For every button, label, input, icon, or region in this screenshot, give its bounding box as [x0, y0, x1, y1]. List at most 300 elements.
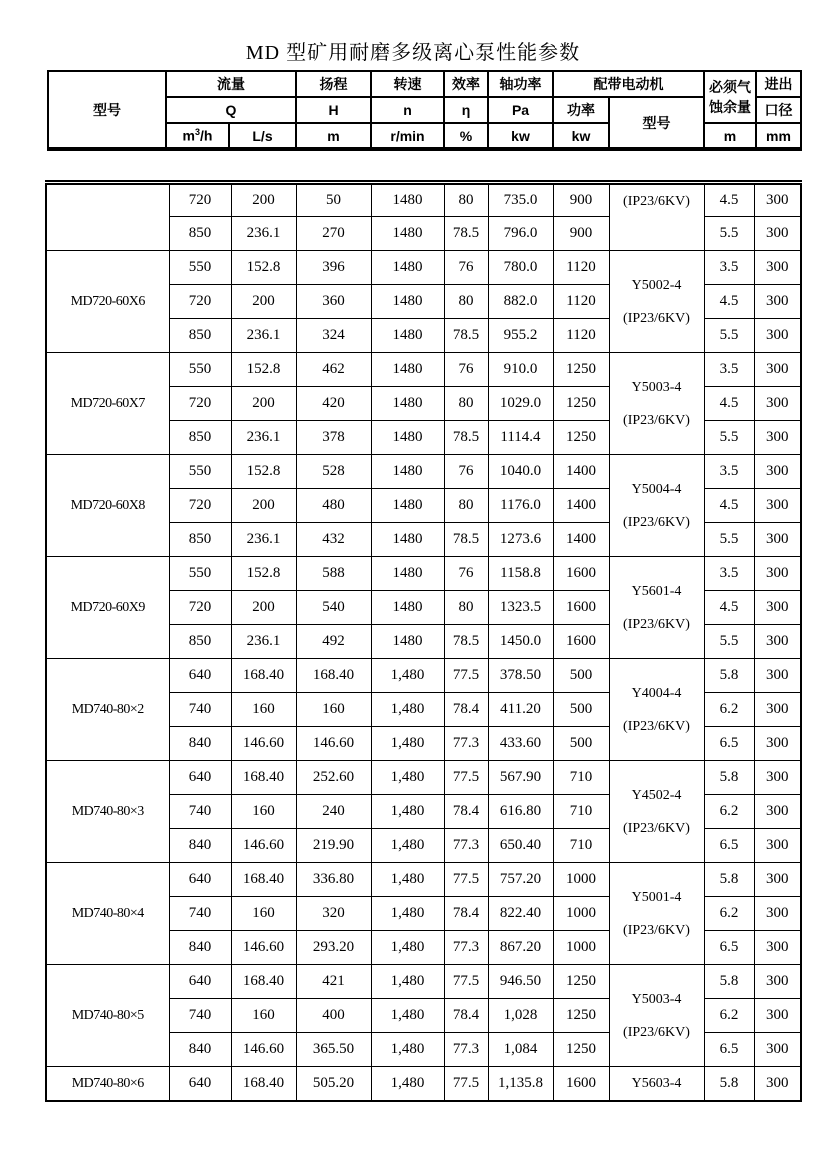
flow-ls-cell: 200: [231, 285, 296, 319]
flow-ls-cell: 236.1: [231, 625, 296, 659]
motor-power-cell: 1250: [553, 1033, 609, 1067]
shaft-power-symbol: Pa: [488, 97, 553, 123]
efficiency-cell: 77.5: [444, 863, 488, 897]
shaft-power-cell: 1450.0: [488, 625, 553, 659]
pump-model-cell: MD720-60X8: [46, 455, 169, 557]
port-diameter-cell: 300: [754, 625, 801, 659]
motor-power-cell: 1000: [553, 931, 609, 965]
speed-cell: 1480: [371, 251, 444, 285]
port-diameter-cell: 300: [754, 557, 801, 591]
head-cell: 400: [296, 999, 371, 1033]
motor-model-line: Y4502-4: [631, 787, 682, 803]
port-diameter-cell: 300: [754, 931, 801, 965]
shaft-power-cell: 1029.0: [488, 387, 553, 421]
efficiency-cell: 78.4: [444, 795, 488, 829]
pump-table-body: [46, 183, 801, 1102]
flow-ls-cell: 168.40: [231, 965, 296, 999]
speed-cell: 1,480: [371, 1033, 444, 1067]
npsh-cell: 5.8: [704, 1067, 754, 1102]
pump-model-cell: MD740-80×3: [46, 761, 169, 863]
flow-m3h-cell: 640: [169, 863, 231, 897]
shaft-power-cell: 1,084: [488, 1033, 553, 1067]
flow-ls-cell: 146.60: [231, 727, 296, 761]
motor-power-cell: 1400: [553, 489, 609, 523]
port-diameter-cell: 300: [754, 319, 801, 353]
efficiency-cell: 78.5: [444, 625, 488, 659]
flow-symbol: Q: [166, 97, 296, 123]
col-header-npsh: [704, 71, 756, 123]
flow-m3h-cell: 740: [169, 795, 231, 829]
head-symbol: H: [296, 97, 371, 123]
motor-power-cell: 710: [553, 761, 609, 795]
motor-model-line: (IP23/6KV): [623, 718, 690, 734]
head-cell: 420: [296, 387, 371, 421]
col-header-head: 扬程: [296, 71, 371, 97]
flow-ls-cell: 200: [231, 183, 296, 217]
motor-power-cell: 710: [553, 829, 609, 863]
npsh-cell: 4.5: [704, 387, 754, 421]
port-diameter-cell: 300: [754, 965, 801, 999]
flow-ls-cell: 160: [231, 999, 296, 1033]
port-diameter-cell: 300: [754, 353, 801, 387]
port-diameter-cell: 300: [754, 693, 801, 727]
efficiency-cell: 77.5: [444, 965, 488, 999]
shaft-power-cell: 882.0: [488, 285, 553, 319]
table-row: [46, 557, 801, 591]
motor-model-line: (IP23/6KV): [623, 310, 690, 326]
motor-power-cell: 500: [553, 693, 609, 727]
flow-m3h-cell: 840: [169, 1033, 231, 1067]
flow-m3h-cell: 550: [169, 353, 231, 387]
flow-ls-cell: 146.60: [231, 931, 296, 965]
motor-power-cell: 900: [553, 183, 609, 217]
motor-power-cell: 1600: [553, 1067, 609, 1102]
port-diameter-cell: 300: [754, 523, 801, 557]
table-row: [46, 965, 801, 999]
flow-m3h-cell: 720: [169, 387, 231, 421]
shaft-power-cell: 1158.8: [488, 557, 553, 591]
motor-power-cell: 900: [553, 217, 609, 251]
shaft-power-cell: 650.40: [488, 829, 553, 863]
motor-model-line: Y5003-4: [631, 991, 682, 1007]
flow-ls-cell: 160: [231, 693, 296, 727]
head-cell: 168.40: [296, 659, 371, 693]
port-diameter-cell: 300: [754, 489, 801, 523]
npsh-cell: 5.8: [704, 761, 754, 795]
speed-cell: 1,480: [371, 863, 444, 897]
motor-power-cell: 1000: [553, 863, 609, 897]
table-row: [46, 353, 801, 387]
flow-m3h-cell: 720: [169, 591, 231, 625]
flow-m3h-cell: 640: [169, 761, 231, 795]
port-diameter-cell: 300: [754, 387, 801, 421]
speed-symbol: n: [371, 97, 444, 123]
speed-cell: 1,480: [371, 999, 444, 1033]
flow-ls-cell: 236.1: [231, 217, 296, 251]
shaft-power-cell: 757.20: [488, 863, 553, 897]
table-row: [46, 863, 801, 897]
col-header-port-line2: 口径: [756, 97, 801, 123]
motor-model-line: Y5601-4: [631, 583, 682, 599]
motor-model-line: (IP23/6KV): [623, 616, 690, 632]
shaft-power-cell: 1040.0: [488, 455, 553, 489]
speed-cell: 1480: [371, 183, 444, 217]
flow-m3h-cell: 850: [169, 319, 231, 353]
efficiency-cell: 76: [444, 251, 488, 285]
port-diameter-cell: 300: [754, 183, 801, 217]
flow-m3h-cell: 840: [169, 931, 231, 965]
speed-cell: 1480: [371, 217, 444, 251]
pump-model-cell: MD740-80×4: [46, 863, 169, 965]
port-diameter-cell: 300: [754, 795, 801, 829]
shaft-power-cell: 955.2: [488, 319, 553, 353]
npsh-cell: 6.5: [704, 1033, 754, 1067]
shaft-power-cell: 378.50: [488, 659, 553, 693]
port-unit: mm: [756, 123, 801, 149]
head-cell: 365.50: [296, 1033, 371, 1067]
head-cell: 293.20: [296, 931, 371, 965]
table-row: [46, 761, 801, 795]
port-diameter-cell: 300: [754, 863, 801, 897]
npsh-cell: 3.5: [704, 455, 754, 489]
efficiency-cell: 80: [444, 387, 488, 421]
port-diameter-cell: 300: [754, 1067, 801, 1102]
motor-model-line: (IP23/6KV): [623, 194, 690, 209]
flow-unit-m3h: $m^3/h$: [166, 123, 229, 149]
speed-cell: 1480: [371, 421, 444, 455]
head-cell: 462: [296, 353, 371, 387]
flow-m3h-cell: 550: [169, 557, 231, 591]
table-row: [46, 183, 801, 217]
efficiency-cell: 80: [444, 285, 488, 319]
motor-power-cell: 1250: [553, 965, 609, 999]
head-cell: 540: [296, 591, 371, 625]
motor-model-cell: [609, 965, 704, 1067]
efficiency-cell: 76: [444, 557, 488, 591]
motor-power-cell: 1400: [553, 523, 609, 557]
npsh-cell: 6.5: [704, 829, 754, 863]
speed-cell: 1480: [371, 285, 444, 319]
npsh-cell: 5.5: [704, 421, 754, 455]
motor-power-cell: 1600: [553, 591, 609, 625]
speed-cell: 1,480: [371, 693, 444, 727]
motor-power-cell: 1120: [553, 319, 609, 353]
motor-model-line: Y5003-4: [631, 379, 682, 395]
col-header-efficiency: 效率: [444, 71, 488, 97]
flow-ls-cell: 168.40: [231, 761, 296, 795]
flow-ls-cell: 152.8: [231, 557, 296, 591]
pump-model-cell: MD740-80×2: [46, 659, 169, 761]
efficiency-cell: 80: [444, 591, 488, 625]
speed-cell: 1480: [371, 557, 444, 591]
motor-model-line: Y5002-4: [631, 277, 682, 293]
motor-power-cell: 500: [553, 727, 609, 761]
efficiency-cell: 78.4: [444, 693, 488, 727]
head-cell: 324: [296, 319, 371, 353]
head-cell: 396: [296, 251, 371, 285]
motor-model-line: (IP23/6KV): [623, 412, 690, 428]
shaft-power-cell: 780.0: [488, 251, 553, 285]
flow-m3h-cell: 850: [169, 421, 231, 455]
flow-ls-cell: 160: [231, 795, 296, 829]
flow-ls-cell: 236.1: [231, 523, 296, 557]
motor-power-cell: 1120: [553, 251, 609, 285]
shaft-power-cell: 796.0: [488, 217, 553, 251]
npsh-cell: 3.5: [704, 557, 754, 591]
speed-cell: 1480: [371, 489, 444, 523]
pump-table-header: [47, 70, 802, 151]
head-cell: 50: [296, 183, 371, 217]
flow-m3h-cell: 740: [169, 693, 231, 727]
speed-cell: 1,480: [371, 727, 444, 761]
motor-model-cell: [609, 251, 704, 353]
flow-m3h-cell: 740: [169, 999, 231, 1033]
motor-power-cell: 1600: [553, 557, 609, 591]
npsh-cell: 4.5: [704, 591, 754, 625]
flow-m3h-cell: 840: [169, 727, 231, 761]
head-cell: 378: [296, 421, 371, 455]
head-cell: 252.60: [296, 761, 371, 795]
speed-cell: 1480: [371, 625, 444, 659]
motor-power-cell: 500: [553, 659, 609, 693]
motor-power-cell: 1250: [553, 353, 609, 387]
efficiency-cell: 78.4: [444, 999, 488, 1033]
flow-m3h-cell: 640: [169, 659, 231, 693]
efficiency-cell: 78.5: [444, 421, 488, 455]
pump-model-cell: [46, 183, 169, 251]
head-cell: 146.60: [296, 727, 371, 761]
motor-model-cell: [609, 353, 704, 455]
npsh-cell: 3.5: [704, 353, 754, 387]
flow-m3h-cell: 640: [169, 1067, 231, 1102]
motor-model-line: (IP23/6KV): [623, 922, 690, 938]
motor-model-line: Y4004-4: [631, 685, 682, 701]
pump-model-cell: MD740-80×5: [46, 965, 169, 1067]
shaft-power-cell: 867.20: [488, 931, 553, 965]
table-row: [46, 659, 801, 693]
head-unit: m: [296, 123, 371, 149]
efficiency-cell: 77.3: [444, 829, 488, 863]
motor-model-cell: [609, 659, 704, 761]
col-header-speed: 转速: [371, 71, 444, 97]
flow-ls-cell: 152.8: [231, 353, 296, 387]
shaft-power-cell: 411.20: [488, 693, 553, 727]
flow-m3h-cell: 550: [169, 251, 231, 285]
npsh-cell: 5.5: [704, 319, 754, 353]
flow-m3h-cell: 550: [169, 455, 231, 489]
npsh-label-line1: 必须气: [709, 79, 751, 95]
shaft-power-cell: 567.90: [488, 761, 553, 795]
col-header-port-line1: 进出: [756, 71, 801, 97]
col-header-motor: 配带电动机: [553, 71, 704, 97]
motor-model-line: Y5603-4: [631, 1076, 682, 1091]
flow-ls-cell: 146.60: [231, 1033, 296, 1067]
motor-model-line: (IP23/6KV): [623, 1024, 690, 1040]
motor-model-line: (IP23/6KV): [623, 514, 690, 530]
head-cell: 270: [296, 217, 371, 251]
flow-ls-cell: 200: [231, 591, 296, 625]
head-cell: 492: [296, 625, 371, 659]
motor-power-cell: 1600: [553, 625, 609, 659]
npsh-cell: 3.5: [704, 251, 754, 285]
efficiency-cell: 76: [444, 455, 488, 489]
pump-model-cell: MD720-60X6: [46, 251, 169, 353]
col-header-model: 型号: [48, 71, 166, 149]
efficiency-cell: 77.5: [444, 659, 488, 693]
port-diameter-cell: 300: [754, 421, 801, 455]
port-diameter-cell: 300: [754, 727, 801, 761]
motor-model-line: Y5001-4: [631, 889, 682, 905]
motor-model-line: (IP23/6KV): [623, 820, 690, 836]
speed-cell: 1480: [371, 353, 444, 387]
efficiency-symbol: η: [444, 97, 488, 123]
npsh-cell: 5.8: [704, 659, 754, 693]
motor-power-cell: 1250: [553, 999, 609, 1033]
flow-ls-cell: 146.60: [231, 829, 296, 863]
motor-power-cell: 1400: [553, 455, 609, 489]
port-diameter-cell: 300: [754, 455, 801, 489]
motor-model-label: 型号: [609, 97, 704, 149]
head-cell: 432: [296, 523, 371, 557]
flow-ls-cell: 168.40: [231, 1067, 296, 1102]
flow-m3h-cell: 840: [169, 829, 231, 863]
npsh-cell: 6.2: [704, 795, 754, 829]
flow-ls-cell: 236.1: [231, 319, 296, 353]
head-cell: 219.90: [296, 829, 371, 863]
efficiency-cell: 78.5: [444, 523, 488, 557]
speed-cell: 1,480: [371, 1067, 444, 1102]
table-row: [46, 455, 801, 489]
pump-model-cell: MD720-60X9: [46, 557, 169, 659]
flow-m3h-cell: 720: [169, 489, 231, 523]
motor-model-cell: [609, 863, 704, 965]
pump-performance-table: [45, 180, 802, 1102]
head-cell: 528: [296, 455, 371, 489]
speed-unit: r/min: [371, 123, 444, 149]
table-row: [46, 1067, 801, 1102]
head-cell: 480: [296, 489, 371, 523]
port-diameter-cell: 300: [754, 999, 801, 1033]
npsh-cell: 5.5: [704, 625, 754, 659]
speed-cell: 1,480: [371, 965, 444, 999]
efficiency-cell: 78.5: [444, 319, 488, 353]
head-cell: 336.80: [296, 863, 371, 897]
motor-power-unit: kw: [553, 123, 609, 149]
speed-cell: 1,480: [371, 897, 444, 931]
head-cell: 588: [296, 557, 371, 591]
port-diameter-cell: 300: [754, 829, 801, 863]
shaft-power-cell: 1114.4: [488, 421, 553, 455]
pump-model-cell: MD720-60X7: [46, 353, 169, 455]
head-cell: 240: [296, 795, 371, 829]
efficiency-cell: 80: [444, 489, 488, 523]
efficiency-cell: 77.5: [444, 761, 488, 795]
flow-m3h-cell: 640: [169, 965, 231, 999]
motor-model-cell: [609, 1067, 704, 1102]
shaft-power-cell: 1323.5: [488, 591, 553, 625]
flow-ls-cell: 200: [231, 489, 296, 523]
motor-power-cell: 1000: [553, 897, 609, 931]
motor-model-line: Y5004-4: [631, 481, 682, 497]
efficiency-cell: 77.5: [444, 1067, 488, 1102]
flow-ls-cell: 160: [231, 897, 296, 931]
flow-unit-ls: L/s: [229, 123, 296, 149]
motor-model-cell: [609, 183, 704, 251]
motor-model-cell: [609, 455, 704, 557]
npsh-cell: 6.5: [704, 727, 754, 761]
col-header-shaft-power: 轴功率: [488, 71, 553, 97]
motor-power-label: 功率: [553, 97, 609, 123]
flow-ls-cell: 152.8: [231, 251, 296, 285]
flow-ls-cell: 168.40: [231, 863, 296, 897]
speed-cell: 1480: [371, 591, 444, 625]
port-diameter-cell: 300: [754, 1033, 801, 1067]
speed-cell: 1480: [371, 523, 444, 557]
flow-m3h-cell: 720: [169, 183, 231, 217]
npsh-label-line2: 蚀余量: [709, 99, 751, 115]
head-cell: 505.20: [296, 1067, 371, 1102]
speed-cell: 1,480: [371, 931, 444, 965]
head-cell: 421: [296, 965, 371, 999]
flow-m3h-cell: 740: [169, 897, 231, 931]
shaft-power-cell: 910.0: [488, 353, 553, 387]
npsh-unit: m: [704, 123, 756, 149]
table-row: [46, 251, 801, 285]
motor-power-cell: 710: [553, 795, 609, 829]
motor-model-cell: [609, 557, 704, 659]
flow-ls-cell: 236.1: [231, 421, 296, 455]
npsh-cell: 6.2: [704, 897, 754, 931]
port-diameter-cell: 300: [754, 285, 801, 319]
speed-cell: 1,480: [371, 761, 444, 795]
flow-ls-cell: 168.40: [231, 659, 296, 693]
npsh-cell: 5.8: [704, 863, 754, 897]
shaft-power-cell: 1273.6: [488, 523, 553, 557]
shaft-power-cell: 946.50: [488, 965, 553, 999]
motor-power-cell: 1250: [553, 421, 609, 455]
npsh-cell: 5.5: [704, 217, 754, 251]
flow-ls-cell: 200: [231, 387, 296, 421]
port-diameter-cell: 300: [754, 251, 801, 285]
npsh-cell: 4.5: [704, 183, 754, 217]
port-diameter-cell: 300: [754, 897, 801, 931]
col-header-flow: 流量: [166, 71, 296, 97]
efficiency-cell: 78.4: [444, 897, 488, 931]
npsh-cell: 5.5: [704, 523, 754, 557]
speed-cell: 1480: [371, 455, 444, 489]
head-cell: 360: [296, 285, 371, 319]
shaft-power-cell: 1176.0: [488, 489, 553, 523]
npsh-cell: 6.2: [704, 999, 754, 1033]
npsh-cell: 4.5: [704, 489, 754, 523]
page-title: MD 型矿用耐磨多级离心泵性能参数: [245, 42, 581, 64]
pump-model-cell: MD740-80×6: [46, 1067, 169, 1102]
port-diameter-cell: 300: [754, 761, 801, 795]
flow-m3h-cell: 850: [169, 625, 231, 659]
efficiency-cell: 77.3: [444, 931, 488, 965]
efficiency-cell: 78.5: [444, 217, 488, 251]
motor-power-cell: 1250: [553, 387, 609, 421]
shaft-power-cell: 433.60: [488, 727, 553, 761]
shaft-power-cell: 735.0: [488, 183, 553, 217]
speed-cell: 1,480: [371, 829, 444, 863]
speed-cell: 1480: [371, 387, 444, 421]
shaft-power-cell: 1,028: [488, 999, 553, 1033]
efficiency-unit: %: [444, 123, 488, 149]
head-cell: 160: [296, 693, 371, 727]
shaft-power-cell: 1,135.8: [488, 1067, 553, 1102]
efficiency-cell: 77.3: [444, 727, 488, 761]
